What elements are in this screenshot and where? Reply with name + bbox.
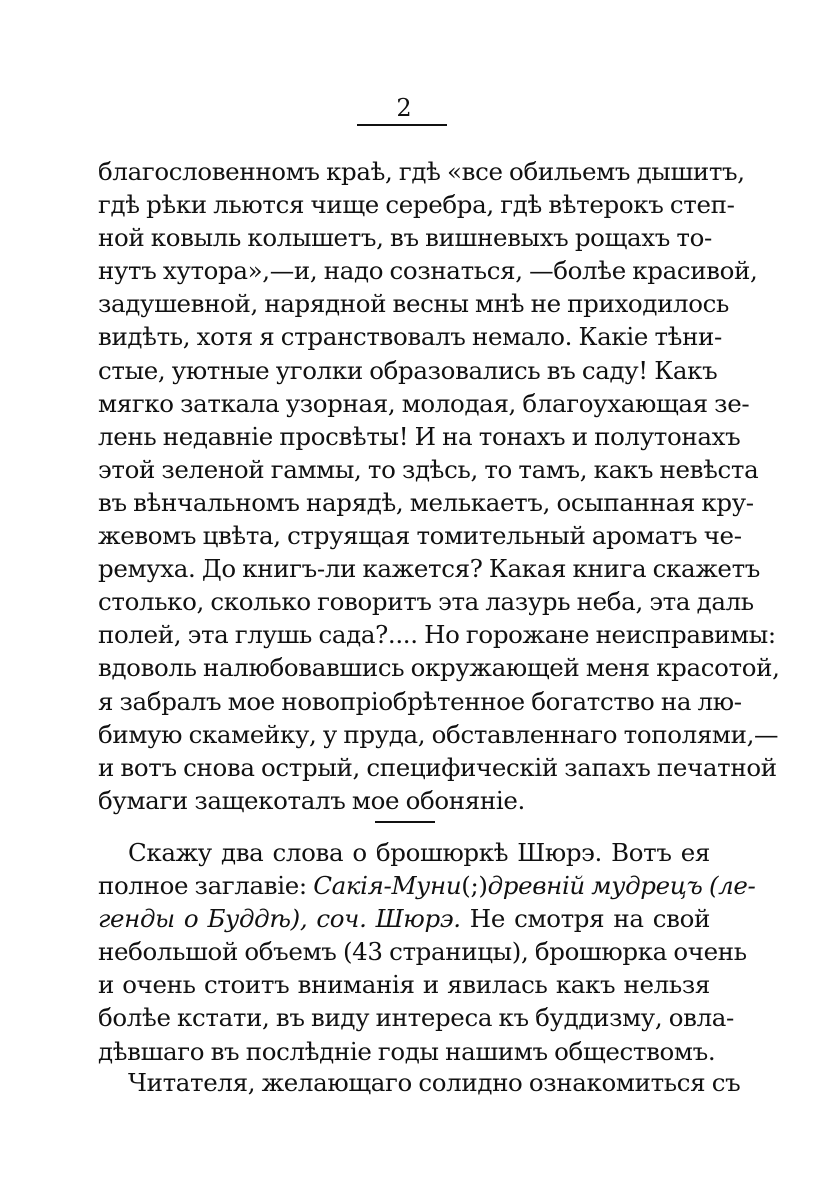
book-subtitle: древній мудрецъ (ле-	[487, 871, 756, 901]
text-line	[98, 869, 756, 902]
book-subtitle: генды о Буддѣ), соч. Шюрэ.	[98, 904, 461, 934]
text-line: вдоволь налюбовавшись окружающей меня красотой,	[98, 653, 780, 683]
text-span: (;)	[461, 871, 488, 901]
text-line: небольшой объемъ (43 страницы), брошюрка очень	[98, 937, 747, 967]
text-line: жевомъ цвѣта, струящая томительный ароматъ че-	[98, 521, 742, 551]
text-line: благословенномъ краѣ, гдѣ «все обильемъ дышитъ,	[98, 157, 745, 186]
text-line: видѣть, хотя я странствовалъ немало. Какіе тѣни-	[98, 322, 722, 352]
header-rule	[357, 124, 447, 126]
text-line: этой зеленой гаммы, то здѣсь, то тамъ, какъ невѣста	[98, 454, 759, 484]
text-span: полное заглавіе:	[98, 871, 314, 901]
text-line: въ вѣнчальномъ нарядѣ, мелькаетъ, осыпанная кру-	[98, 487, 754, 517]
paragraph-3	[98, 1066, 741, 1099]
page-number: 2	[396, 94, 412, 122]
text-line: полей, эта глушь сада?.... Но горожане неисправимы:	[98, 620, 776, 650]
paragraph-1	[98, 155, 780, 817]
text-line: гдѣ рѣки льются чище серебра, гдѣ вѣтерокъ степ-	[98, 190, 735, 220]
text-line: и очень стоитъ вниманія и явилась какъ нельзя	[98, 970, 710, 1000]
paragraph-2	[98, 836, 756, 1068]
text-line: болѣе кстати, въ виду интереса къ буддизму, овла-	[98, 1003, 734, 1033]
text-line: столько, сколько говоритъ эта лазурь неба, эта даль	[98, 587, 754, 617]
text-span: Не смотря на свой	[460, 904, 710, 934]
text-line: Скажу два слова о брошюркѣ Шюрэ. Вотъ ея	[128, 838, 710, 867]
text-line: дѣвшаго въ послѣдніе годы нашимъ обществомъ.	[98, 1036, 716, 1066]
text-line: бимую скамейку, у пруда, обставленнаго тополями,—	[98, 719, 779, 749]
text-line: я забралъ мое новопріобрѣтенное богатство на лю-	[98, 686, 742, 716]
text-line: лень недавніе просвѣты! И на тонахъ и полутонахъ	[98, 421, 741, 451]
text-line: стые, уютные уголки образовались въ саду! Какъ	[98, 355, 718, 385]
text-line: ной ковыль колышетъ, въ вишневыхъ рощахъ то-	[98, 223, 712, 253]
book-title: Сакія-Муни	[313, 871, 462, 901]
text-line: задушевной, нарядной весны мнѣ не приходилось	[98, 289, 730, 319]
text-line	[98, 902, 710, 935]
section-divider	[375, 821, 435, 823]
text-line: бумаги защекоталъ мое обоняніе.	[98, 785, 525, 815]
text-line: мягко заткала узорная, молодая, благоухающая зе-	[98, 388, 750, 418]
text-line: и вотъ снова острый, специфическій запахъ печатной	[98, 752, 777, 782]
text-line: Читателя, желающаго солидно ознакомиться съ	[128, 1068, 741, 1097]
text-line: нутъ хутора»,—и, надо сознаться, —болѣе красивой,	[98, 256, 758, 286]
text-line: ремуха. До книгъ-ли кажется? Какая книга скажетъ	[98, 554, 761, 584]
